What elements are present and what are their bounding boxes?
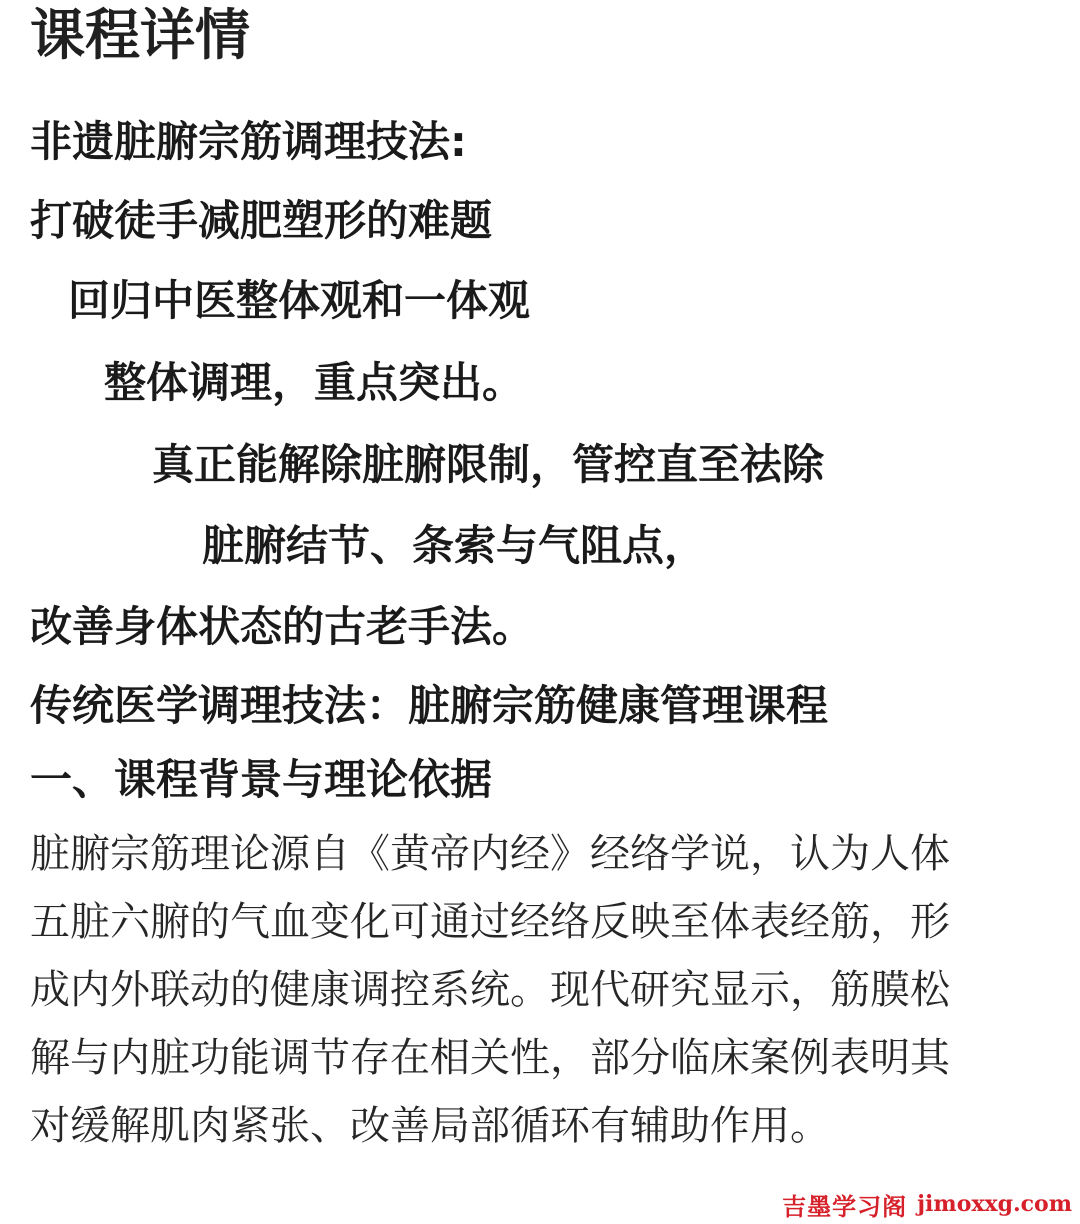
page-title: 课程详情 bbox=[30, 3, 251, 67]
headline-line-5: 真正能解除脏腑限制，管控直至祛除 bbox=[152, 440, 825, 489]
headline-line-6: 脏腑结节、条索与气阻点， bbox=[202, 521, 707, 570]
headline-line-1: 非遗脏腑宗筋调理技法: bbox=[30, 117, 467, 166]
headline-line-8: 传统医学调理技法：脏腑宗筋健康管理课程 bbox=[30, 681, 829, 730]
headline-line-4: 整体调理，重点突出。 bbox=[104, 358, 525, 407]
headline-line-7: 改善身体状态的古老手法。 bbox=[30, 602, 535, 651]
watermark-chinese: 吉墨学习阁 bbox=[782, 1192, 908, 1221]
body-line-5: 对缓解肌肉紧张、改善局部循环有辅助作用。 bbox=[30, 1103, 830, 1149]
body-line-4: 解与内脏功能调节存在相关性，部分临床案例表明其 bbox=[30, 1035, 950, 1081]
headline-line-2: 打破徒手减肥塑形的难题 bbox=[30, 196, 493, 245]
body-line-1: 脏腑宗筋理论源自《黄帝内经》经络学说，认为人体 bbox=[30, 831, 950, 877]
watermark-domain: jimoxxg.com bbox=[917, 1191, 1072, 1217]
section-heading: 一、课程背景与理论依据 bbox=[30, 755, 493, 804]
body-line-2: 五脏六腑的气血变化可通过经络反映至体表经筋，形 bbox=[30, 899, 950, 945]
watermark bbox=[782, 1190, 1072, 1221]
headline-line-3: 回归中医整体观和一体观 bbox=[68, 276, 531, 325]
body-line-3: 成内外联动的健康调控系统。现代研究显示，筋膜松 bbox=[30, 967, 950, 1013]
